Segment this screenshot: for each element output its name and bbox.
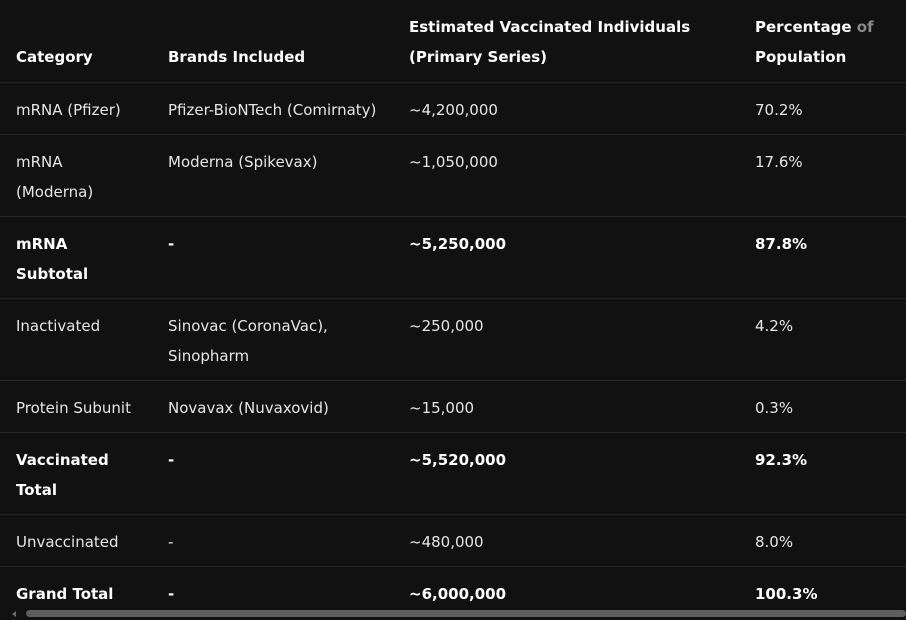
header-brands: Brands Included — [152, 0, 393, 83]
header-percentage-line2: Population — [755, 48, 847, 66]
cell-category: mRNA Subtotal — [0, 217, 152, 299]
cell-percentage: 70.2% — [739, 83, 906, 135]
cell-brands: - — [152, 217, 393, 299]
cell-estimated: ~15,000 — [393, 381, 739, 433]
cell-brands: Moderna (Spikevax) — [152, 135, 393, 217]
cell-category: mRNA (Moderna) — [0, 135, 152, 217]
cell-category: Grand Total — [16, 585, 114, 603]
header-estimated — [393, 0, 739, 83]
table-row — [0, 515, 906, 567]
cell-category: Unvaccinated — [0, 515, 152, 567]
cell-brands: Pfizer-BioNTech (Comirnaty) — [152, 83, 393, 135]
table-row — [0, 433, 906, 515]
table-row — [0, 135, 906, 217]
cell-brands: - — [152, 515, 393, 567]
cell-brands: - — [168, 585, 175, 603]
cell-percentage: 92.3% — [739, 433, 906, 515]
header-percentage-of: of — [856, 18, 874, 36]
header-estimated-line2: (Primary Series) — [409, 48, 548, 66]
cell-category: Vaccinated Total — [0, 433, 152, 515]
table-row — [0, 381, 906, 433]
table-row — [0, 83, 906, 135]
cell-percentage: 0.3% — [739, 381, 906, 433]
cell-estimated: ~250,000 — [393, 299, 739, 381]
cell-category: mRNA (Pfizer) — [0, 83, 152, 135]
header-percentage-word: Percentage — [755, 18, 852, 36]
cell-estimated: ~480,000 — [393, 515, 739, 567]
cell-estimated: ~5,520,000 — [393, 433, 739, 515]
cell-category: Inactivated — [0, 299, 152, 381]
table-row — [0, 567, 906, 607]
table-header — [0, 0, 906, 83]
cell-category: Protein Subunit — [0, 381, 152, 433]
cell-percentage: 100.3% — [755, 585, 818, 603]
horizontal-scrollbar[interactable] — [12, 608, 906, 620]
cell-estimated: ~6,000,000 — [409, 585, 507, 603]
cell-estimated: ~4,200,000 — [393, 83, 739, 135]
header-row — [0, 0, 906, 83]
cell-brands: Sinovac (CoronaVac), Sinopharm — [152, 299, 393, 381]
cell-estimated: ~1,050,000 — [393, 135, 739, 217]
table-row — [0, 217, 906, 299]
cell-estimated: ~5,250,000 — [393, 217, 739, 299]
cell-brands: Novavax (Nuvaxovid) — [152, 381, 393, 433]
scroll-left-arrow-icon[interactable] — [12, 611, 16, 617]
cell-percentage: 17.6% — [739, 135, 906, 217]
header-percentage — [739, 0, 906, 83]
cell-percentage: 8.0% — [739, 515, 906, 567]
table-row — [0, 299, 906, 381]
cell-percentage: 87.8% — [739, 217, 906, 299]
cell-brands: - — [152, 433, 393, 515]
table-body — [0, 83, 906, 607]
cell-percentage: 4.2% — [739, 299, 906, 381]
scrollbar-thumb[interactable] — [26, 610, 906, 617]
header-estimated-line1: Estimated Vaccinated Individuals — [409, 18, 691, 36]
header-category: Category — [0, 0, 152, 83]
